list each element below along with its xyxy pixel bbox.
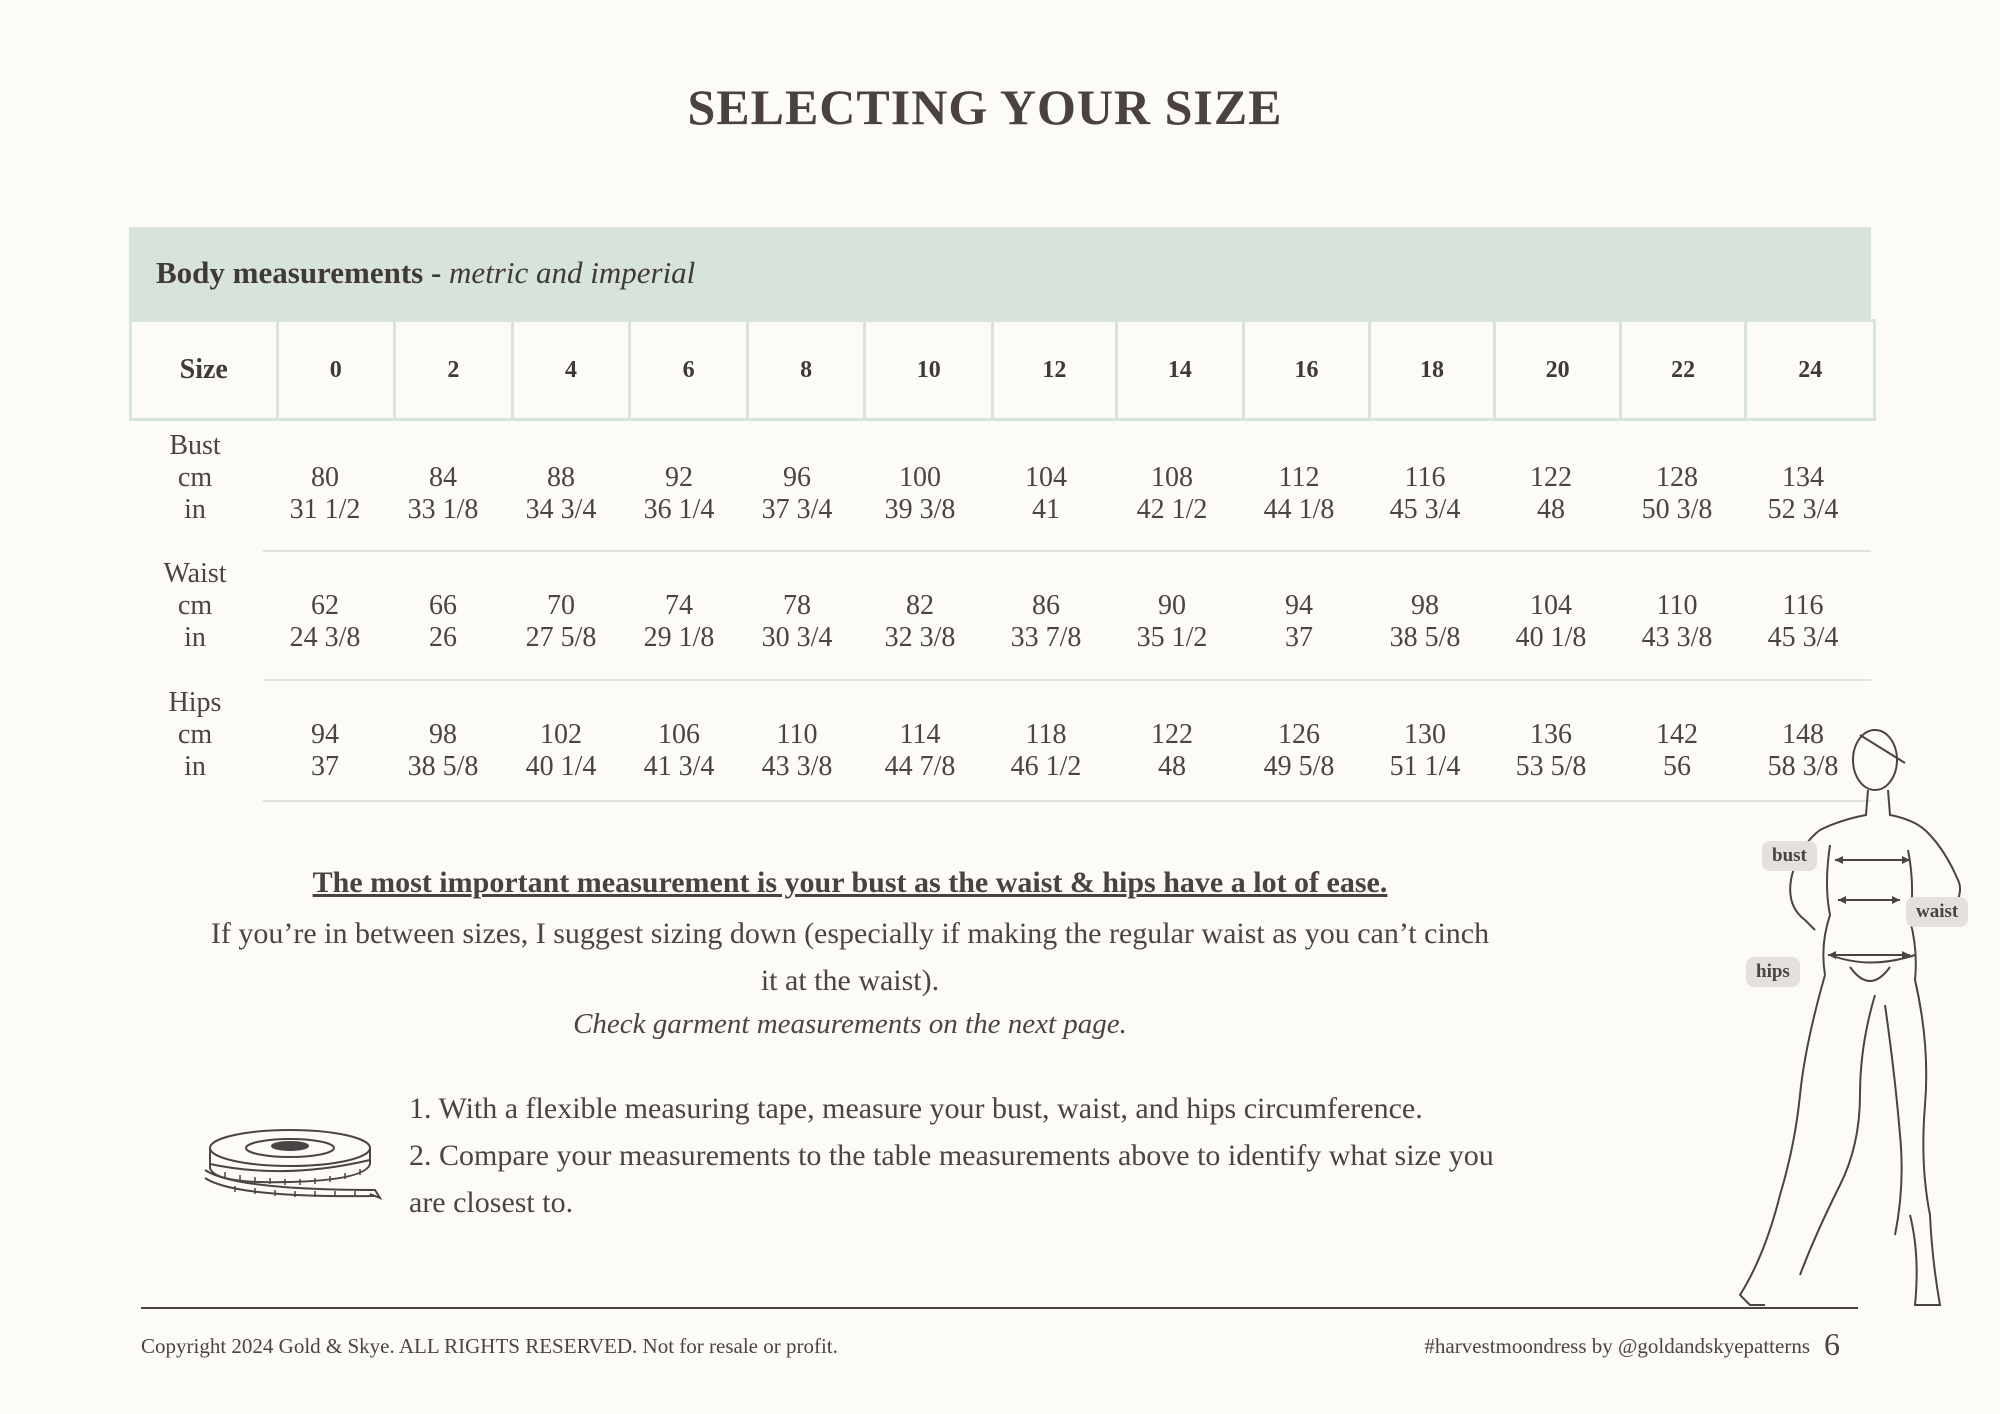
cm-value: 130 [1404,719,1446,750]
measurement-cell [1360,590,1490,654]
in-value: 41 3/4 [643,751,715,782]
measurement-cell [981,462,1111,526]
size-header-cell: 18 [1371,322,1497,418]
cm-value: 110 [776,719,818,750]
row-label-text: in [184,622,206,653]
in-value: 44 7/8 [884,751,956,782]
cm-value: 98 [1411,590,1439,621]
cm-value: 62 [311,590,339,621]
size-header-cell: 2 [396,322,514,418]
size-header-cell: 16 [1245,322,1371,418]
waist-label: waist [1906,897,1968,927]
in-value: 40 1/4 [525,751,597,782]
measurement-cell [1486,462,1616,526]
cm-value: 126 [1278,719,1320,750]
size-header-cell: 20 [1496,322,1622,418]
cm-value: 110 [1656,590,1698,621]
measurement-cell [614,590,744,654]
cm-value: 74 [665,590,693,621]
in-value: 30 3/4 [761,622,833,653]
body-figure-illustration [1720,715,2000,1320]
in-value: 37 3/4 [761,494,833,525]
cm-value: 100 [899,462,941,493]
cm-value: 134 [1782,462,1824,493]
cm-value: 94 [311,719,339,750]
in-value: 46 1/2 [1010,751,1082,782]
size-header-cell: 4 [514,322,632,418]
in-value: 40 1/8 [1515,622,1587,653]
in-value: 43 3/8 [1641,622,1713,653]
cm-value: 92 [665,462,693,493]
measurement-cell [260,719,390,783]
size-header-cell: 6 [631,322,749,418]
table-header-text [156,255,695,291]
cm-value: 70 [547,590,575,621]
measurement-cell [1234,590,1364,654]
size-header-cell: 10 [866,322,994,418]
hashtag-credit: #harvestmoondress by @goldandskyepatterns [1424,1334,1810,1358]
measurement-cell [260,462,390,526]
measurement-cell [1738,590,1868,654]
measurement-cell [855,719,985,783]
row-label-text: cm [177,590,213,621]
row-separator [263,550,1871,552]
in-value: 34 3/4 [525,494,597,525]
cm-value: 82 [906,590,934,621]
copyright-text: Copyright 2024 Gold & Skye. ALL RIGHTS RESERVED. Not for resale or profit. [141,1334,838,1358]
in-value: 52 3/4 [1767,494,1839,525]
cm-value: 86 [1032,590,1060,621]
cm-value: 104 [1530,590,1572,621]
in-value: 27 5/8 [525,622,597,653]
step-1: 1. With a flexible measuring tape, measure your bust, waist, and hips circumference. [409,1092,1423,1125]
measuring-tape-icon [195,1120,385,1205]
measurement-cell [981,590,1111,654]
step-2: 2. Compare your measurements to the table measurements above to identify what size you are closest to. [409,1139,1494,1219]
row-label-hips [140,687,250,783]
measurement-cell [614,719,744,783]
in-value: 44 1/8 [1263,494,1335,525]
measurement-cell [855,590,985,654]
cm-value: 116 [1404,462,1446,493]
in-value: 36 1/4 [643,494,715,525]
row-label-text: Bust [169,430,221,461]
in-value: 56 [1663,751,1691,782]
row-separator [263,800,1871,802]
in-value: 45 3/4 [1389,494,1461,525]
size-row [129,319,1876,421]
table-header [129,227,1871,321]
cm-value: 136 [1530,719,1572,750]
measurement-cell [1612,462,1742,526]
cm-value: 84 [429,462,457,493]
cm-value: 148 [1782,719,1824,750]
row-label-text: cm [177,719,213,750]
row-label-bust [140,430,250,526]
measurement-cell [1234,462,1364,526]
hips-label: hips [1746,957,1800,987]
in-value: 48 [1158,751,1186,782]
size-header-cell: 12 [994,322,1118,418]
measurement-cell [1360,719,1490,783]
in-value: 37 [1285,622,1313,653]
in-value: 31 1/2 [289,494,361,525]
in-value: 48 [1537,494,1565,525]
measurement-cell [1107,590,1237,654]
check-garment-note: Check garment measurements on the next page. [573,1008,1127,1040]
page-number: 6 [1824,1326,1840,1362]
table-header-bold: Body measurements - [156,255,450,290]
in-value: 41 [1032,494,1060,525]
measurement-cell [378,462,508,526]
row-separator [263,679,1871,681]
in-value: 51 1/4 [1389,751,1461,782]
row-label-text: in [184,751,206,782]
row-label-text: Waist [163,558,227,589]
in-value: 35 1/2 [1136,622,1208,653]
measurement-cell [981,719,1111,783]
measurement-cell [496,719,626,783]
cm-value: 106 [658,719,700,750]
cm-value: 88 [547,462,575,493]
cm-value: 114 [899,719,941,750]
size-header-cell: 24 [1798,356,1823,383]
cm-value: 108 [1151,462,1193,493]
cm-value: 104 [1025,462,1067,493]
measurement-cell [1738,462,1868,526]
measurement-cell [732,462,862,526]
sizing-advice: If you’re in between sizes, I suggest sizing down (especially if making the regular waist as you can’t cinch it at the waist). [210,917,1490,997]
in-value: 49 5/8 [1263,751,1335,782]
in-value: 38 5/8 [407,751,479,782]
measurement-cell [1360,462,1490,526]
bust-label: bust [1762,841,1817,871]
in-value: 24 3/8 [289,622,361,653]
in-value: 45 3/4 [1767,622,1839,653]
in-value: 26 [429,622,457,653]
cm-value: 118 [1025,719,1067,750]
measurement-cell [732,590,862,654]
important-note: The most important measurement is your bust as the waist & hips have a lot of ease. [312,866,1388,899]
measurement-cell [1107,462,1237,526]
size-header-cell: 14 [1118,322,1246,418]
cm-value: 80 [311,462,339,493]
measurement-cell [378,590,508,654]
cm-value: 66 [429,590,457,621]
in-value: 38 5/8 [1389,622,1461,653]
cm-value: 102 [540,719,582,750]
page-title: SELECTING YOUR SIZE [687,79,1283,135]
cm-value: 94 [1285,590,1313,621]
cm-value: 96 [783,462,811,493]
measuring-steps [409,1085,1509,1226]
in-value: 53 5/8 [1515,751,1587,782]
measurement-cell [855,462,985,526]
cm-value: 142 [1656,719,1698,750]
measurement-cell [1107,719,1237,783]
row-label-waist [140,558,250,654]
in-value: 42 1/2 [1136,494,1208,525]
cm-value: 78 [783,590,811,621]
measurement-cell [378,719,508,783]
measurement-cell [1486,590,1616,654]
row-label-text: in [184,494,206,525]
measurement-cell [1486,719,1616,783]
measurement-cell [732,719,862,783]
footer-divider [141,1307,1858,1309]
measurement-cell [496,590,626,654]
row-label-text: Hips [168,687,222,718]
measurement-cell [1612,590,1742,654]
measurement-cell [260,590,390,654]
in-value: 33 7/8 [1010,622,1082,653]
in-value: 37 [311,751,339,782]
in-value: 29 1/8 [643,622,715,653]
measurement-cell [496,462,626,526]
cm-value: 112 [1278,462,1320,493]
in-value: 50 3/8 [1641,494,1713,525]
measurement-cell [1234,719,1364,783]
size-header-cell: 8 [749,322,867,418]
table-header-italic: metric and imperial [449,255,696,290]
size-header-cell: 0 [279,322,397,418]
in-value: 32 3/8 [884,622,956,653]
size-header-cell: 22 [1622,322,1748,418]
cm-value: 90 [1158,590,1186,621]
row-label-text: cm [177,462,213,493]
cm-value: 98 [429,719,457,750]
size-label: Size [132,322,279,418]
cm-value: 128 [1656,462,1698,493]
in-value: 58 3/8 [1767,751,1839,782]
cm-value: 116 [1782,590,1824,621]
cm-value: 122 [1151,719,1193,750]
in-value: 33 1/8 [407,494,479,525]
measurement-cell [614,462,744,526]
in-value: 39 3/8 [884,494,956,525]
in-value: 43 3/8 [761,751,833,782]
cm-value: 122 [1530,462,1572,493]
